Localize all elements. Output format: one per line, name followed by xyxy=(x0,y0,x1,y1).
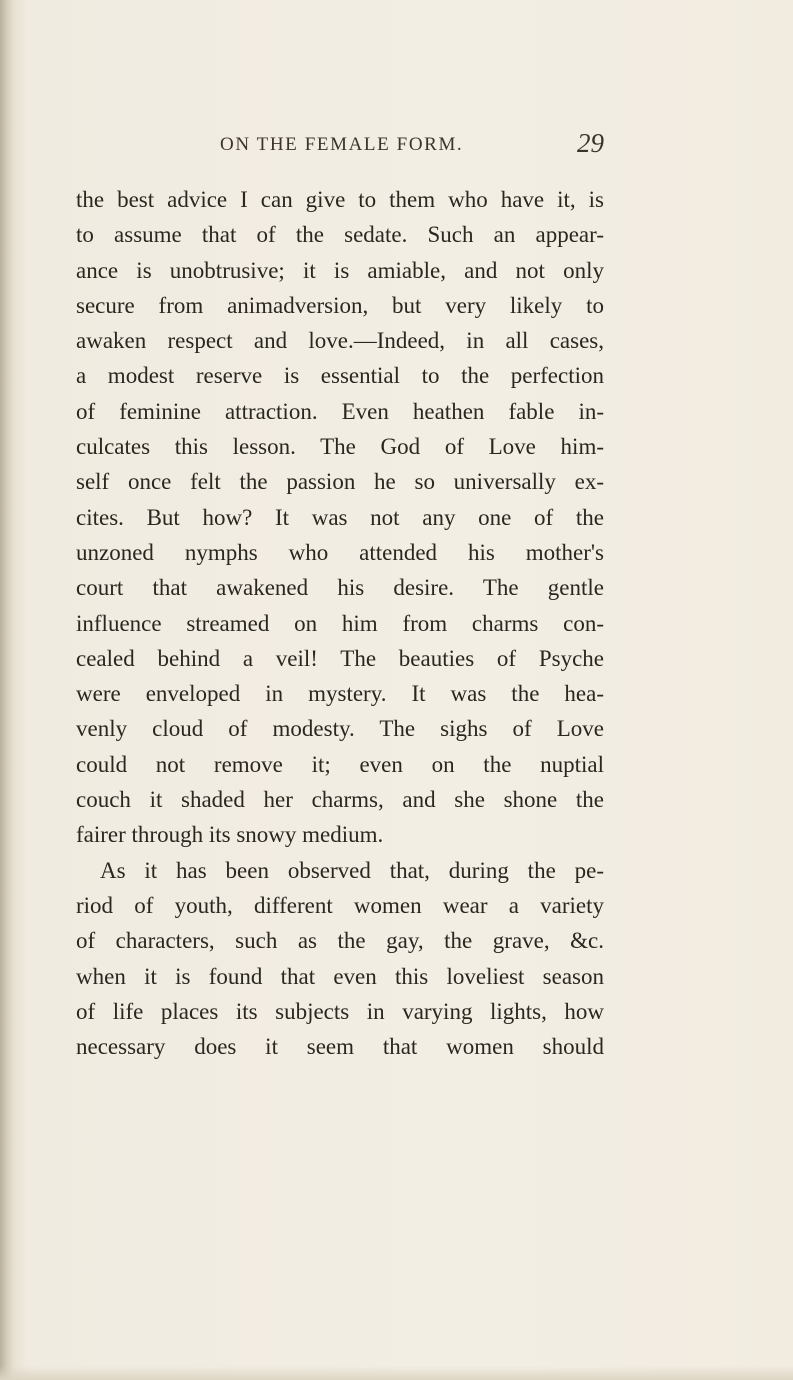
text-line: of feminine attraction. Even heathen fable in- xyxy=(76,398,604,424)
text-line: cites. But how? It was not any one of the xyxy=(76,504,604,530)
text-line: could not remove it; even on the nuptial xyxy=(76,751,604,777)
text-line: cealed behind a veil! The beauties of Psyche xyxy=(76,645,604,671)
page-bottom-edge xyxy=(0,1366,793,1380)
text-line: awaken respect and love.—Indeed, in all cases, xyxy=(76,328,604,354)
text-line: of life places its subjects in varying lights, how xyxy=(76,998,604,1024)
text-line: venly cloud of modesty. The sighs of Love xyxy=(76,716,604,742)
binding-gutter xyxy=(0,0,14,1380)
text-line: when it is found that even this loveliest season xyxy=(76,963,604,989)
body-text xyxy=(76,182,604,1064)
running-head xyxy=(60,128,630,164)
text-line: couch it shaded her charms, and she shone the xyxy=(76,787,604,813)
text-line: ance is unobtrusive; it is amiable, and not only xyxy=(76,257,604,283)
paragraph-start-line: As it has been observed that, during the pe- xyxy=(100,857,604,883)
text-line: secure from animadversion, but very likely to xyxy=(76,292,604,318)
text-line: riod of youth, different women wear a variety xyxy=(76,892,604,918)
text-line: the best advice I can give to them who have it, is xyxy=(76,187,604,212)
text-line: court that awakened his desire. The gentle xyxy=(76,575,604,601)
paragraph-end-line: fairer through its snowy medium. xyxy=(76,822,384,848)
text-line: unzoned nymphs who attended his mother's xyxy=(76,539,604,565)
text-line: culcates this lesson. The God of Love him- xyxy=(76,434,604,460)
text-line: necessary does it seem that women should xyxy=(76,1034,604,1060)
text-line: of characters, such as the gay, the grave, &c. xyxy=(76,928,604,954)
text-line: were enveloped in mystery. It was the hea- xyxy=(76,681,604,707)
page-number: 29 xyxy=(577,128,604,158)
text-line: a modest reserve is essential to the perfection xyxy=(76,363,604,389)
running-head-title: ON THE FEMALE FORM. xyxy=(220,134,464,155)
text-line: to assume that of the sedate. Such an appear- xyxy=(76,222,604,248)
text-line: self once felt the passion he so universally ex- xyxy=(76,469,604,495)
text-line: influence streamed on him from charms con- xyxy=(76,610,604,636)
